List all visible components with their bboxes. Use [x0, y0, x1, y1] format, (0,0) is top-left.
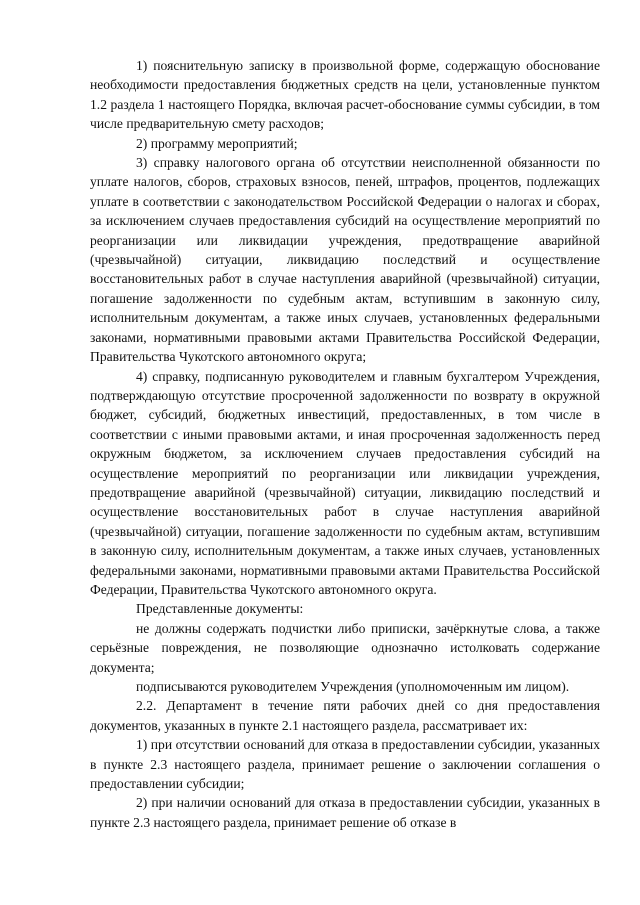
required-documents-list — [90, 56, 600, 599]
section-2-2-intro: 2.2. Департамент в течение пяти рабочих дней со дня предоставления документов, указанных в пункте 2.1 настоящего раздела, рассматривает их: — [90, 698, 600, 733]
document-requirements — [90, 599, 600, 696]
program-item: 2) программу мероприятий; — [136, 135, 298, 151]
document-page — [90, 56, 600, 832]
signature-rule: подписываются руководителем Учреждения (уполномоченным им лицом). — [136, 679, 570, 694]
debt-certificate-item: 4) справку, подписанную руководителем и главным бухгалтером Учреждения, подтверждающую отсутствие просроченной задолженности по возврату в окружной бюджет, субсидий, бюджетных инвестиций, предоставленных, в том числе в соответствии с иными правовыми актами, и иная просроченная задолженность перед окружным бюджетом, за исключением случаев предоставления субсидий на осуществление мероприятий по реорганизации или ликвидации учреждения, предотвращение аварийной (чрезвычайной) ситуации, ликвидацию последствий и осуществление восстановительных работ в случае наступления аварийной (чрезвычайной) ситуации, погашение задолженности по судебным актам, вступившим в законную силу, исполнительным документам, а также иных случаев, установленных федеральными законами, нормативными правовыми актами Правительства Российской Федерации, Правительства Чукотского автономного округа. — [90, 368, 600, 597]
approval-decision-item: 1) при отсутствии оснований для отказа в предоставлении субсидии, указанных в пункте 2.3 настоящего раздела, принимает решение о заключении соглашения о предоставлении субсидии; — [90, 737, 600, 792]
section-2-2 — [90, 696, 600, 832]
explanatory-note-item: 1) пояснительную записку в произвольной форме, содержащую обоснование необходимости предоставления бюджетных средств на цели, установленные пунктом 1.2 раздела 1 настоящего Порядка, включая расчет-обоснование суммы субсидии, в том числе предварительную смету расходов; — [90, 58, 600, 132]
refusal-decision-item: 2) при наличии оснований для отказа в предоставлении субсидии, указанных в пункте 2.3 настоящего раздела, принимает решение об отказе в — [90, 795, 600, 830]
documents-intro: Представленные документы: — [136, 601, 304, 617]
tax-certificate-item: 3) справку налогового органа об отсутствии неисполненной обязанности по уплате налогов, сборов, страховых взносов, пеней, штрафов, процентов, подлежащих уплате в соответствии с законодательством Российской Федерации о налогах и сборах, за исключением случаев предоставления субсидий на осуществление мероприятий по реорганизации или ликвидации учреждения, предотвращение аварийной (чрезвычайной) ситуации, ликвидацию последствий и осуществление восстановительных работ в случае наступления аварийной (чрезвычайной) ситуации, погашение задолженности по судебным актам, вступившим в законную силу, исполнительным документам, а также иных случаев, установленных федеральными законами, нормативными правовыми актами Правительства Российской Федерации, Правительства Чукотского автономного округа; — [90, 155, 600, 365]
no-corrections-rule: не должны содержать подчистки либо приписки, зачёркнутые слова, а также серьёзные повреждения, не позволяющие однозначно истолковать содержание документа; — [90, 620, 600, 675]
